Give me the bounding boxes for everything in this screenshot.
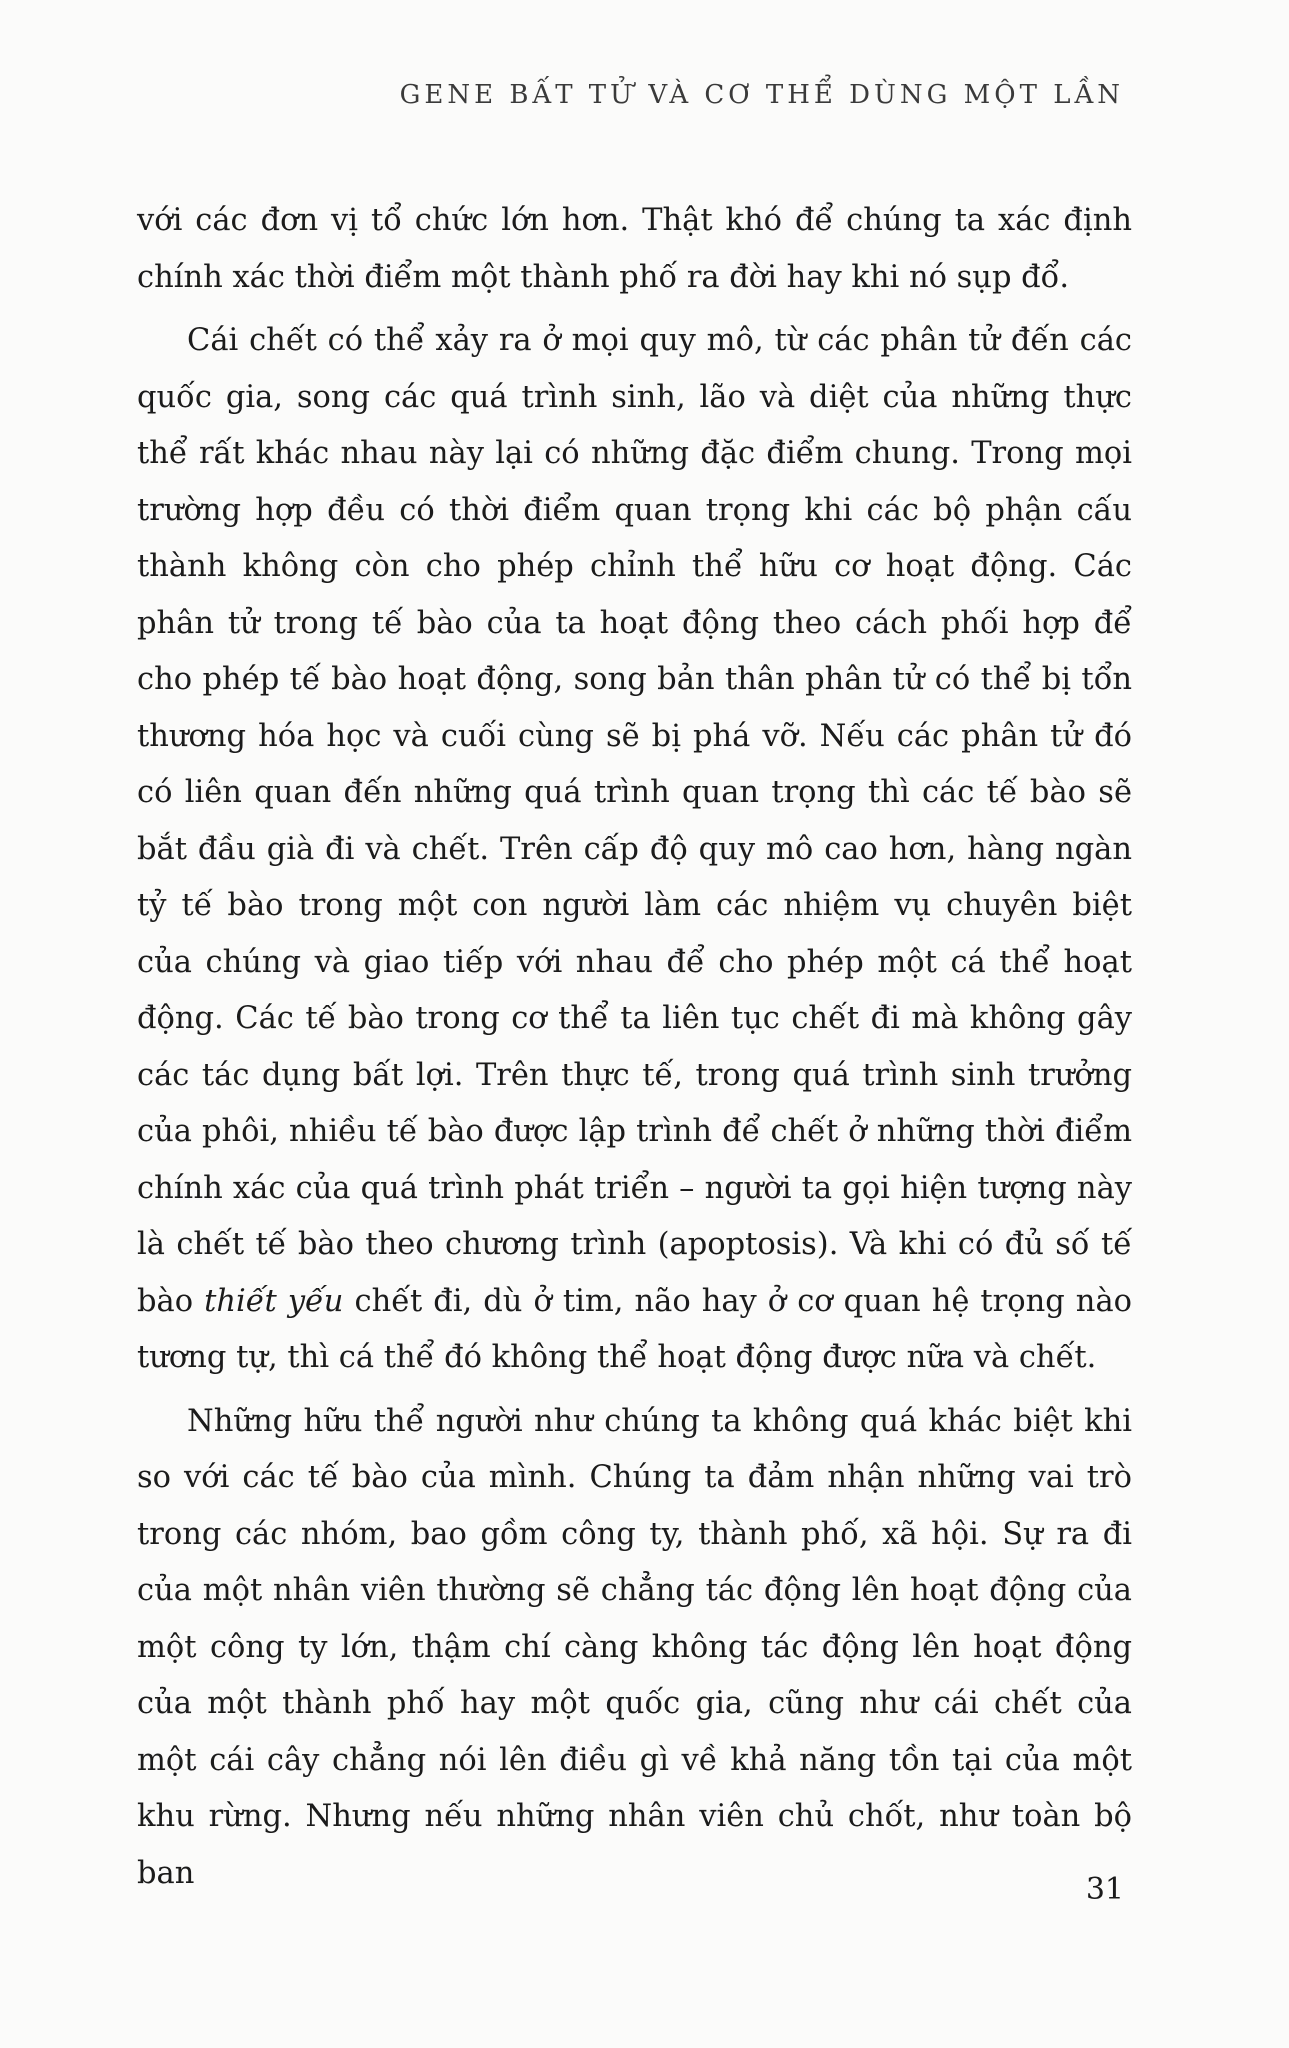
paragraph-1: với các đơn vị tổ chức lớn hơn. Thật khó để chúng ta xác định chính xác thời điểm một thành phố ra đời hay khi nó sụp đổ. (137, 203, 1132, 295)
paragraph-2-text-start: Cái chết có thể xảy ra ở mọi quy mô, từ các phân tử đến các quốc gia, song các quá trình sinh, lão và diệt của những thực thể rất khác nhau này lại có những đặc điểm chung. Trong mọi trường hợp đều có thời điểm quan trọng khi các bộ phận cấu thành không còn cho phép chỉnh thể hữu cơ hoạt động. Các phân tử trong tế bào của ta hoạt động theo cách phối hợp để cho phép tế bào hoạt động, song bản thân phân tử có thể bị tổn thương hóa học và cuối cùng sẽ bị phá vỡ. Nếu các phân tử đó có liên quan đến những quá trình quan trọng thì các tế bào sẽ bắt đầu già đi và chết. Trên cấp độ quy mô cao hơn, hàng ngàn tỷ tế bào trong một con người làm các nhiệm vụ chuyên biệt của chúng và giao tiếp với nhau để cho phép một cá thể hoạt động. Các tế bào trong cơ thể ta liên tục chết đi mà không gây các tác dụng bất lợi. Trên thực tế, trong quá trình sinh trưởng của phôi, nhiều tế bào được lập trình để chết ở những thời điểm chính xác của quá trình phát triển – người ta gọi hiện tượng này là chết tế bào theo chương trình (apoptosis). Và khi có đủ số tế bào (137, 323, 1132, 1319)
paragraph-3: Những hữu thể người như chúng ta không quá khác biệt khi so với các tế bào của mình. Chúng ta đảm nhận những vai trò trong các nhóm, bao gồm công ty, thành phố, xã hội. Sự ra đi của một nhân viên thường sẽ chẳng tác động lên hoạt động của một công ty lớn, thậm chí càng không tác động lên hoạt động của một thành phố hay một quốc gia, cũng như cái chết của một cái cây chẳng nói lên điều gì về khả năng tồn tại của một khu rừng. Nhưng nếu những nhân viên chủ chốt, như toàn bộ ban (137, 1403, 1132, 1891)
page-number: 31 (1085, 1872, 1124, 1907)
body-text (137, 193, 1132, 1902)
emphasis-text: thiết yếu (204, 1283, 344, 1319)
paragraph-2-text-end: chết đi, dù ở tim, não hay ở cơ quan hệ trọng nào tương tự, thì cá thể đó không thể hoạt động được nữa và chết. (137, 1283, 1132, 1375)
running-header: GENE BẤT TỬ VÀ CƠ THỂ DÙNG MỘT LẦN (399, 80, 1124, 110)
paragraph-2 (137, 313, 1132, 1387)
